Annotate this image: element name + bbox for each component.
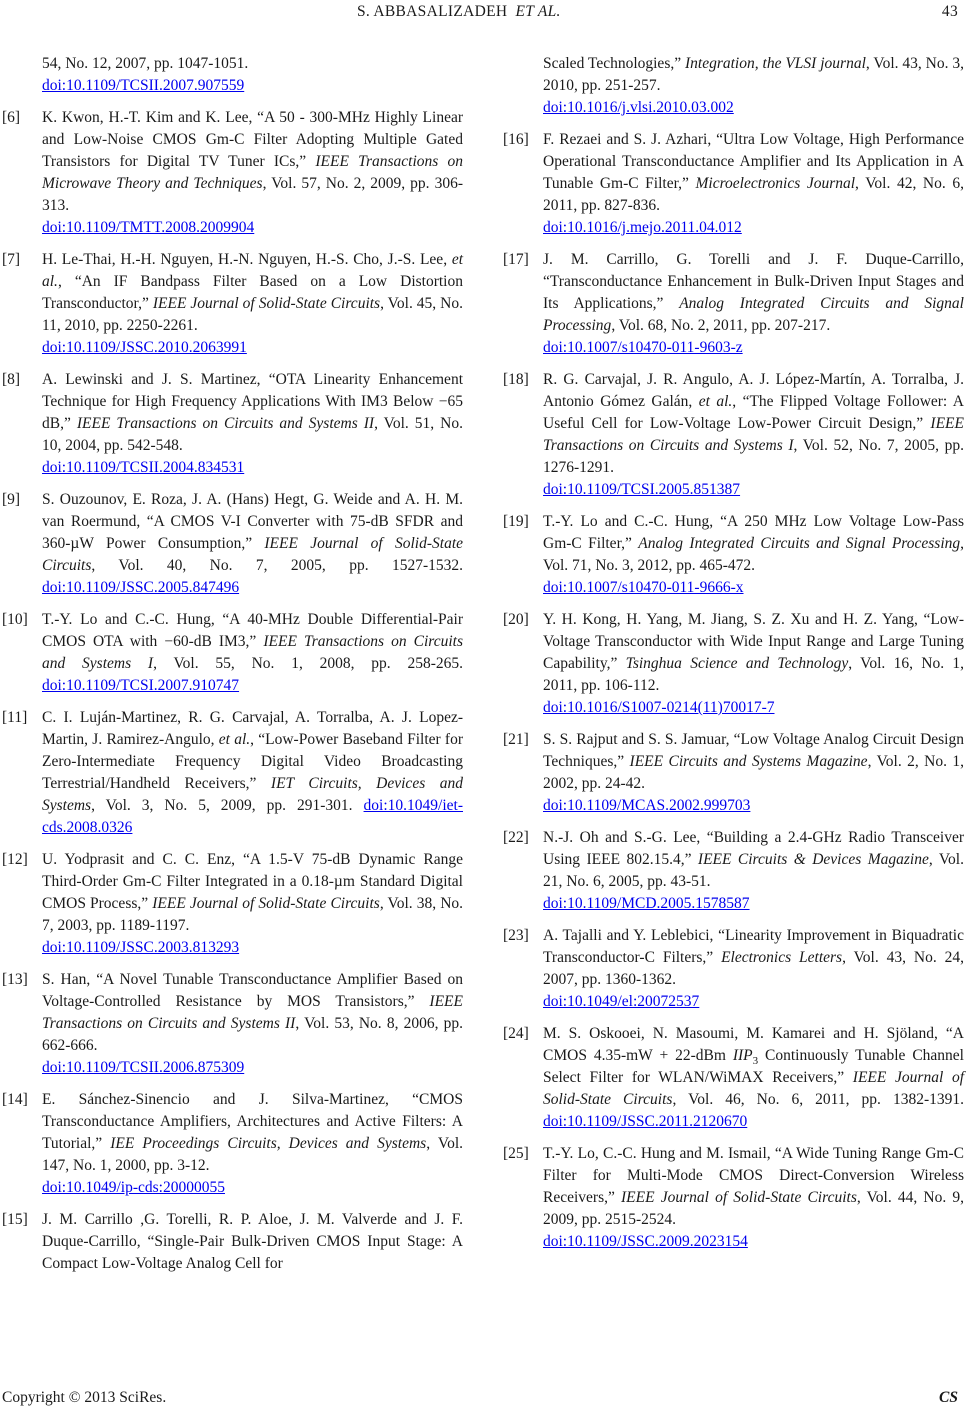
reference-text: N.-J. Oh and S.-G. Lee, “Building a 2.4-GHz Radio Transceiver Using IEEE 802.15.4,”: [543, 829, 964, 868]
reference-number: [19]: [503, 513, 529, 530]
reference-details: , Vol. 45, No. 11, 2010, pp. 2250-2261.: [42, 295, 464, 334]
reference-text: S. S. Rajput and S. S. Jamuar, “Low Voltage Analog Circuit Design Techniques,”: [543, 731, 964, 770]
reference-details: , Vol. 57, No. 2, 2009, pp. 306-313.: [42, 175, 463, 214]
reference-body: [543, 1023, 964, 1133]
doi-link[interactable]: doi:10.1109/TMTT.2008.2009904: [42, 219, 255, 236]
reference-details: , Vol. 52, No. 7, 2005, pp. 1276-1291.: [543, 437, 964, 476]
reference-text: 54, No. 12, 2007, pp. 1047-1051.: [42, 55, 249, 72]
reference-item: [503, 925, 964, 1013]
reference-details: , Vol. 53, No. 8, 2006, pp. 662-666.: [42, 1015, 463, 1054]
journal-name: IEEE Journal of Solid-State Circuits: [42, 535, 464, 574]
reference-text: E. Sánchez-Sinencio and J. Silva-Martinez, “CMOS Transconductance Amplifiers, Architectures and Active Filters: A Tutorial,”: [42, 1091, 463, 1152]
reference-details: , Vol. 147, No. 1, 2000, pp. 3-12.: [42, 1135, 463, 1174]
reference-body: [42, 1089, 463, 1199]
journal-name: IEEE Circuits & Devices Magazine: [697, 851, 929, 868]
journal-name: IEEE Transactions on Circuits and Systems I: [543, 415, 964, 454]
reference-body: [42, 969, 463, 1079]
reference-number: [13]: [2, 971, 28, 988]
doi-link[interactable]: doi:10.1109/TCSII.2006.875309: [42, 1059, 245, 1076]
reference-text: R. G. Carvajal, J. R. Angulo, A. J. López-Martín, A. Torralba, J. Antonio Gómez Galán, et al., “The Flipped Voltage Follower: A Useful Cell for Low-Voltage Low-Power Circuit Design,”: [543, 371, 964, 432]
reference-number: [24]: [503, 1025, 529, 1042]
reference-body: [543, 369, 964, 501]
reference-body: [42, 609, 463, 697]
reference-item: [2, 1089, 463, 1199]
journal-name: IET Circuits, Devices and Systems: [42, 775, 463, 814]
reference-details: , Vol. 2, No. 1, 2002, pp. 24-42.: [543, 753, 964, 792]
reference-body: [543, 925, 964, 1013]
reference-text: A. Lewinski and J. S. Martinez, “OTA Linearity Enhancement Technique for High Frequency Applications With IM3 Below −65 dB,”: [42, 371, 463, 432]
doi-link[interactable]: doi:10.1109/JSSC.2011.2120670: [543, 1113, 748, 1130]
reference-details: , Vol. 42, No. 6, 2011, pp. 827-836.: [543, 175, 964, 214]
journal-name: IEEE Transactions on Circuits and Systems I: [42, 633, 463, 672]
reference-body: [543, 249, 964, 359]
doi-link[interactable]: doi:10.1109/JSSC.2009.2023154: [543, 1233, 748, 1250]
reference-number: [9]: [2, 491, 21, 508]
doi-link[interactable]: doi:10.1016/j.vlsi.2010.03.002: [543, 99, 734, 116]
reference-continuation-left: [2, 53, 463, 97]
doi-link[interactable]: doi:10.1049/el:20072537: [543, 993, 700, 1010]
reference-text: F. Rezaei and S. J. Azhari, “Ultra Low Voltage, High Performance Operational Transconductance Amplifier and Its Application in A Tunable Gm-C Filter,”: [543, 131, 964, 192]
journal-name: Analog Integrated Circuits and Signal Processing: [638, 535, 961, 552]
reference-number: [17]: [503, 251, 529, 268]
doi-link[interactable]: doi:10.1007/s10470-011-9666-x: [543, 579, 744, 596]
reference-text: H. Le-Thai, H.-H. Nguyen, H.-N. Nguyen, H.-S. Cho, J.-S. Lee, et al., “An IF Bandpass Filter Based on a Low Distortion Transconductor,”: [42, 251, 463, 312]
reference-item: [2, 707, 463, 839]
reference-item: [503, 827, 964, 915]
reference-number: [8]: [2, 371, 21, 388]
reference-item: [2, 369, 463, 479]
left-reference-list: [2, 107, 463, 1275]
reference-number: [7]: [2, 251, 21, 268]
reference-item: [2, 609, 463, 697]
author-names: S. ABBASALIZADEH: [357, 3, 508, 20]
reference-number: [25]: [503, 1145, 529, 1162]
reference-item: [503, 249, 964, 359]
reference-text: C. I. Luján-Martinez, R. G. Carvajal, A. Torralba, A. J. Lopez-Martin, J. Ramirez-Angulo, et al., “Low-Power Baseband Filter for Zero-Intermediate Frequency Digital Video Broadcasting Terrestrial/Handheld Receivers,”: [42, 709, 463, 792]
reference-number: [15]: [2, 1211, 28, 1228]
reference-details: , Vol. 71, No. 3, 2012, pp. 465-472.: [543, 535, 964, 574]
reference-continuation-right: [503, 53, 964, 119]
reference-text: A. Tajalli and Y. Leblebici, “Linearity Improvement in Biquadratic Transconductor-C Filters,”: [543, 927, 964, 966]
reference-item: [503, 369, 964, 501]
reference-body: [543, 609, 964, 719]
doi-link[interactable]: doi:10.1109/TCSII.2004.834531: [42, 459, 245, 476]
journal-abbreviation: CS: [939, 1389, 958, 1406]
reference-text: Y. H. Kong, H. Yang, M. Jiang, S. Z. Xu and H. Z. Yang, “Low-Voltage Transconductor with Wide Input Range and Large Tuning Capability,”: [543, 611, 964, 672]
doi-link[interactable]: doi:10.1109/JSSC.2003.813293: [42, 939, 240, 956]
doi-link[interactable]: doi:10.1109/JSSC.2005.847496: [42, 579, 240, 596]
journal-name: Tsinghua Science and Technology: [625, 655, 849, 672]
reference-item: [503, 729, 964, 817]
reference-item: [2, 489, 463, 599]
reference-number: [6]: [2, 109, 21, 126]
reference-body: [42, 249, 463, 359]
doi-link[interactable]: doi:10.1016/j.mejo.2011.04.012: [543, 219, 742, 236]
reference-number: [23]: [503, 927, 529, 944]
running-head-authors: [357, 3, 565, 21]
reference-number: [18]: [503, 371, 529, 388]
right-reference-list: [503, 129, 964, 1253]
reference-number: [14]: [2, 1091, 28, 1108]
reference-details: , Vol. 43, No. 24, 2007, pp. 1360-1362.: [543, 949, 964, 988]
journal-name: IEE Proceedings Circuits, Devices and Systems: [110, 1135, 427, 1152]
reference-item: [503, 129, 964, 239]
copyright-notice: Copyright © 2013 SciRes.: [2, 1389, 167, 1406]
doi-link[interactable]: doi:10.1049/iet-cds.2008.0326: [42, 797, 463, 836]
page-number: 43: [941, 3, 958, 20]
reference-body: [42, 369, 463, 479]
doi-link[interactable]: doi:10.1016/S1007-0214(11)70017-7: [543, 699, 775, 716]
reference-details: , Vol. 43, No. 3, 2010, pp. 251-257.: [543, 55, 965, 94]
journal-name: Integration, the VLSI journal: [685, 55, 866, 72]
journal-name: IEEE Circuits and Systems Magazine: [629, 753, 868, 770]
reference-item: [2, 849, 463, 959]
reference-details: , Vol. 38, No. 7, 2003, pp. 1189-1197.: [42, 895, 464, 934]
reference-body: [543, 129, 964, 239]
doi-link[interactable]: doi:10.1109/MCD.2005.1578587: [543, 895, 750, 912]
reference-text: J. M. Carrillo, G. Torelli and J. F. Duque-Carrillo, “Transconductance Enhancement in Bulk-Driven Input Stages and Its Applications,”: [543, 251, 964, 312]
reference-text: T.-Y. Lo, C.-C. Hung and M. Ismail, “A Wide Tuning Range Gm-C Filter for Multi-Mode CMOS Direct-Conversion Wireless Receivers,”: [543, 1145, 964, 1206]
journal-name: Electronics Letters: [721, 949, 843, 966]
reference-text: T.-Y. Lo and C.-C. Hung, “A 40-MHz Double Differential-Pair CMOS OTA with −60-dB IM3,”: [42, 611, 463, 650]
reference-text: S. Ouzounov, E. Roza, J. A. (Hans) Hegt, G. Weide and A. H. M. van Roermund, “A CMOS V-I Converter with 75-dB SFDR and 360-µW Power Consumption,”: [42, 491, 463, 552]
reference-item: [2, 107, 463, 239]
reference-body: [543, 827, 964, 915]
reference-body: [543, 1143, 964, 1253]
reference-details: , Vol. 46, No. 6, 2011, pp. 1382-1391.: [672, 1091, 964, 1108]
reference-body: [42, 489, 463, 599]
left-column: [2, 53, 463, 1285]
reference-number: [16]: [503, 131, 529, 148]
reference-number: [11]: [2, 709, 28, 726]
journal-name: Microelectronics Journal: [695, 175, 856, 192]
right-column: [503, 53, 964, 1263]
reference-details: , Vol. 3, No. 5, 2009, pp. 291-301.: [91, 797, 364, 814]
reference-item: [2, 249, 463, 359]
reference-body: [543, 511, 964, 599]
reference-text: K. Kwon, H.-T. Kim and K. Lee, “A 50 - 300-MHz Highly Linear and Low-Noise CMOS Gm-C Filter Adopting Multiple Gated Transistors for Digital TV Tuner ICs,”: [42, 109, 463, 170]
journal-name: IEEE Journal of Solid-State Circuits: [543, 1069, 964, 1108]
reference-details: , Vol. 68, No. 2, 2011, pp. 207-217.: [611, 317, 831, 334]
journal-name: IEEE Transactions on Circuits and Systems II: [76, 415, 375, 432]
reference-item: [503, 1143, 964, 1253]
doi-link[interactable]: doi:10.1049/ip-cds:20000055: [42, 1179, 225, 1196]
doi-link[interactable]: doi:10.1109/TCSI.2005.851387: [543, 481, 741, 498]
reference-details: , Vol. 55, No. 1, 2008, pp. 258-265.: [153, 655, 463, 672]
reference-item: [2, 1209, 463, 1275]
journal-name: Analog Integrated Circuits and Signal Processing: [543, 295, 964, 334]
journal-name: IEEE Journal of Solid-State Circuits: [152, 295, 381, 312]
reference-number: [22]: [503, 829, 529, 846]
journal-name: IEEE Transactions on Circuits and Systems II: [42, 993, 463, 1032]
reference-details: , Vol. 16, No. 1, 2011, pp. 106-112.: [543, 655, 964, 694]
et-al: ET AL.: [515, 3, 561, 20]
reference-details: , Vol. 51, No. 10, 2004, pp. 542-548.: [42, 415, 464, 454]
reference-item: [503, 1023, 964, 1133]
doi-link[interactable]: doi:10.1109/TCSII.2007.907559: [42, 77, 245, 94]
reference-text: Scaled Technologies,”: [543, 55, 685, 72]
reference-body: [42, 107, 463, 239]
reference-details: , Vol. 40, No. 7, 2005, pp. 1527-1532.: [91, 557, 463, 574]
journal-name: IEEE Journal of Solid-State Circuits: [152, 895, 380, 912]
reference-body: [42, 707, 463, 839]
reference-number: [10]: [2, 611, 28, 628]
doi-link[interactable]: doi:10.1109/TCSI.2007.910747: [42, 677, 240, 694]
doi-link[interactable]: doi:10.1109/JSSC.2010.2063991: [42, 339, 247, 356]
reference-text: U. Yodprasit and C. C. Enz, “A 1.5-V 75-dB Dynamic Range Third-Order Gm-C Filter Integrated in a 0.18-µm Standard Digital CMOS Process,”: [42, 851, 463, 912]
reference-text: J. M. Carrillo ,G. Torelli, R. P. Aloe, J. M. Valverde and J. F. Duque-Carrillo, “Single-Pair Bulk-Driven CMOS Input Stage: A Compact Low-Voltage Analog Cell for: [42, 1211, 463, 1272]
reference-body: [543, 729, 964, 817]
reference-details: , Vol. 44, No. 9, 2009, pp. 2515-2524.: [543, 1189, 964, 1228]
journal-name: IEEE Transactions on Microwave Theory and Techniques: [42, 153, 464, 192]
reference-number: [20]: [503, 611, 529, 628]
doi-link[interactable]: doi:10.1109/MCAS.2002.999703: [543, 797, 751, 814]
reference-details: , Vol. 21, No. 6, 2005, pp. 43-51.: [543, 851, 964, 890]
reference-item: [503, 609, 964, 719]
reference-text: S. Han, “A Novel Tunable Transconductance Amplifier Based on Voltage-Controlled Resistance by MOS Transistors,”: [42, 971, 463, 1010]
reference-number: [21]: [503, 731, 529, 748]
reference-text: T.-Y. Lo and C.-C. Hung, “A 250 MHz Low Voltage Low-Pass Gm-C Filter,”: [543, 513, 964, 552]
reference-text: M. S. Oskooei, N. Masoumi, M. Kamarei and H. Sjöland, “A CMOS 4.35-mW + 22-dBm $IIP_3$ Continuously Tunable Channel Select Filter for WLAN/WiMAX Receivers,”: [543, 1025, 964, 1086]
journal-name: IEEE Journal of Solid-State Circuits: [621, 1189, 857, 1206]
reference-item: [2, 969, 463, 1079]
reference-item: [503, 511, 964, 599]
reference-body: [42, 1209, 463, 1275]
doi-link[interactable]: doi:10.1007/s10470-011-9603-z: [543, 339, 743, 356]
reference-body: [42, 849, 463, 959]
reference-number: [12]: [2, 851, 28, 868]
